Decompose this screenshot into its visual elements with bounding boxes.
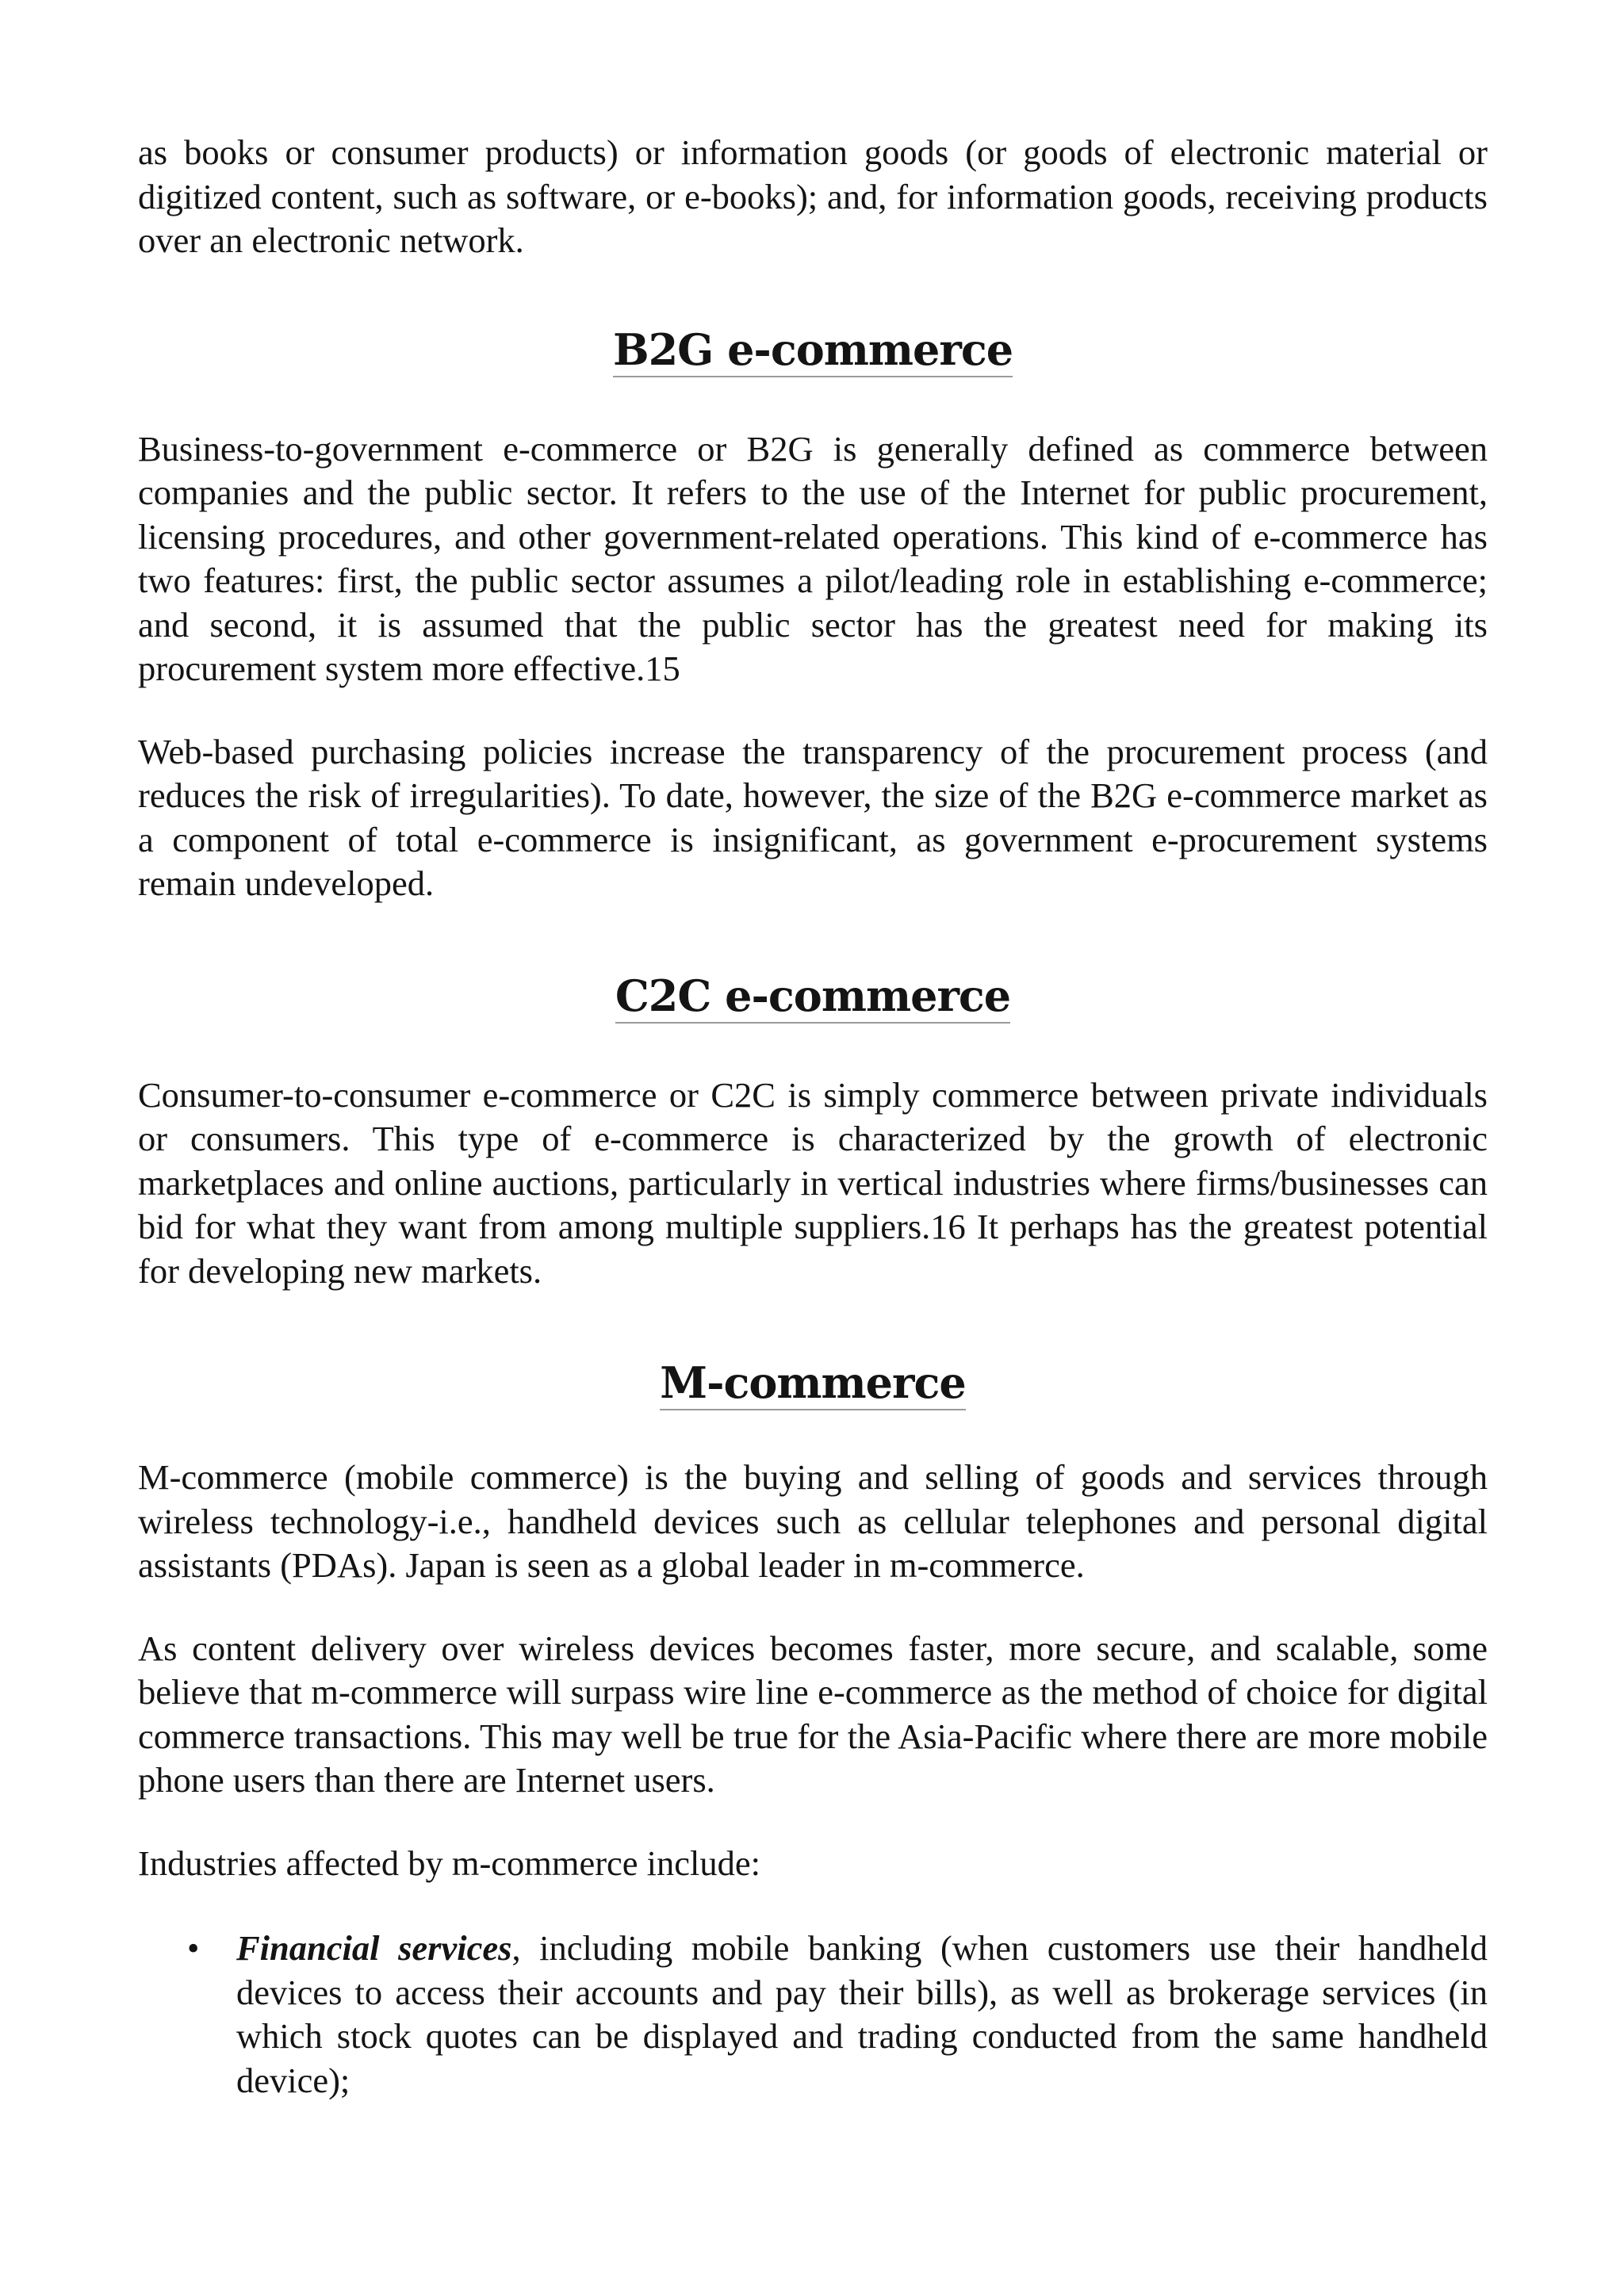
mcommerce-paragraph-3: Industries affected by m-commerce include: <box>138 1843 761 1883</box>
mcommerce-paragraph-2: As content delivery over wireless devices becomes faster, more secure, and scalable, some believe that m-commerce will surpass wire line e-commerce as the method of choice for digital commerce transactions. This may well be true for the Asia-Pacific where there are more mobile phone users than there are Internet users. <box>138 1628 1488 1800</box>
mcommerce-heading <box>138 1355 1488 1410</box>
b2g-paragraph-1: Business-to-government e-commerce or B2G is generally defined as commerce between companies and the public sector. It refers to the use of the Internet for public procurement, licensing procedures, and other government-related operations. This kind of e-commerce has two features: first, the public sector assumes a pilot/leading role in establishing e-commerce; and second, it is assumed that the public sector has the greatest need for making its procurement system more effective.15 <box>138 428 1488 688</box>
industries-list <box>138 1927 1488 2103</box>
c2c-heading-text: C2C e-commerce <box>615 971 1010 1024</box>
list-item-text: , including mobile banking (when customers use their handheld devices to access their accounts and pay their bills), as well as brokerage services (in which stock quotes can be displayed and trading conducted from the same handheld device); <box>236 1928 1488 2100</box>
list-item <box>138 1927 1488 2103</box>
bullet-icon: • <box>187 1929 200 1968</box>
c2c-heading <box>138 968 1488 1024</box>
b2g-heading-text: B2G e-commerce <box>613 325 1013 377</box>
mcommerce-heading-text: M-commerce <box>660 1358 965 1410</box>
intro-paragraph: as books or consumer products) or information goods (or goods of electronic material or digitized content, such as software, or e-books); and, for information goods, receiving products over an electronic network. <box>138 132 1488 260</box>
b2g-paragraph-2: Web-based purchasing policies increase the transparency of the procurement process (and reduces the risk of irregularities). To date, however, the size of the B2G e-commerce market as a component of total e-commerce is insignificant, as government e-procurement systems remain undeveloped. <box>138 731 1488 903</box>
c2c-paragraph-1: Consumer-to-consumer e-commerce or C2C is simply commerce between private individuals or consumers. This type of e-commerce is characterized by the growth of electronic marketplaces and online auctions, particularly in vertical industries where firms/businesses can bid for what they want from among multiple suppliers.16 It perhaps has the greatest potential for developing new markets. <box>138 1074 1488 1291</box>
document-page <box>138 131 1488 2103</box>
b2g-heading <box>138 322 1488 377</box>
mcommerce-paragraph-1: M-commerce (mobile commerce) is the buying and selling of goods and services through wireless technology-i.e., handheld devices such as cellular telephones and personal digital assistants (PDAs). Japan is seen as a global leader in m-commerce. <box>138 1457 1488 1585</box>
list-item-term: Financial services <box>236 1928 512 1968</box>
